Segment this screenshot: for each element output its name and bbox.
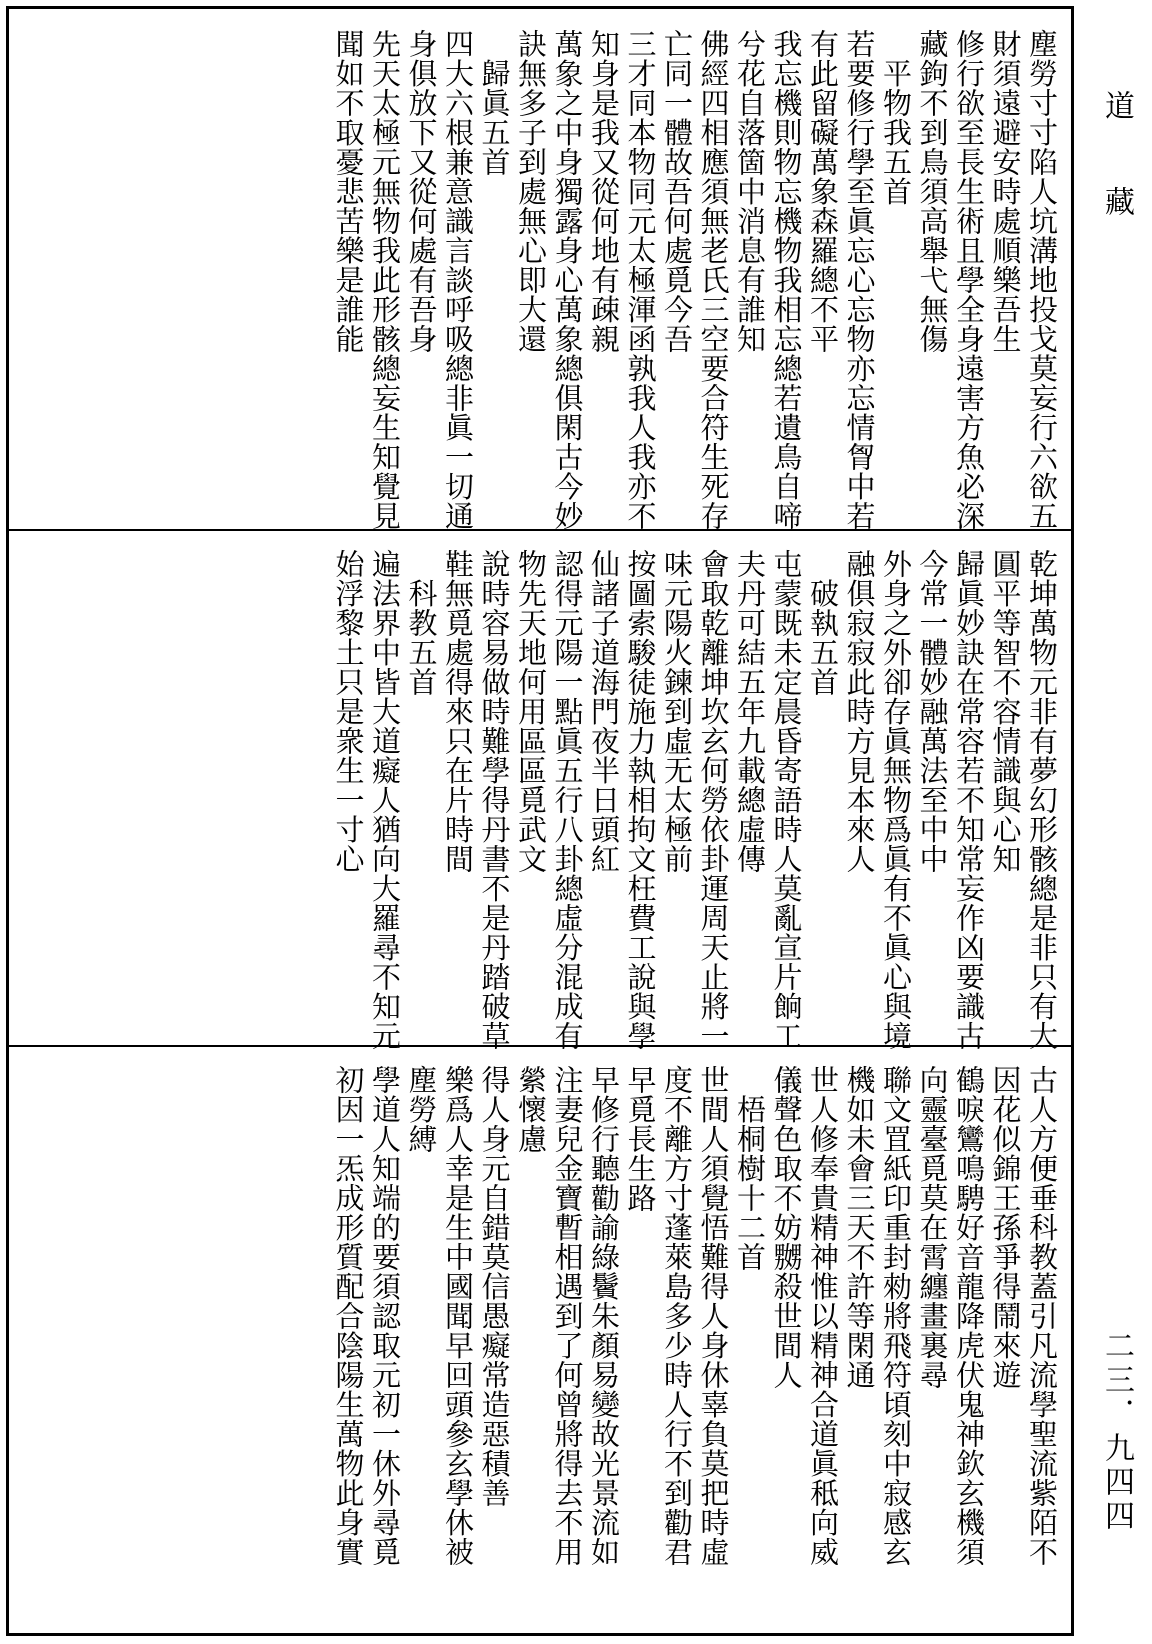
text-column: 先天太極元無物我此形骸總妄生知覺見 [368, 29, 402, 531]
text-column: 會取乾離坤坎玄何勞依卦運周天止將一 [696, 549, 731, 1051]
text-column: 夫丹可結五年九載總虛傳 [733, 549, 767, 874]
text-column: 修行欲至長生術且學全身遠害方魚必深 [952, 29, 986, 531]
text-column: 有此留礙萬象森羅總不平 [806, 29, 840, 354]
text-column: 若要修行學至眞忘心忘物亦忘情胷中若 [842, 29, 877, 531]
text-column: 三才同本物同元太極渾函孰我人我亦不 [623, 29, 658, 531]
collection-title: 道 藏 [1099, 90, 1134, 234]
text-column: 梧桐樹十二首 [733, 1065, 767, 1272]
text-column: 認得元陽一點眞五行八卦總虛分混成有 [550, 549, 585, 1051]
text-column: 科教五首 [404, 549, 439, 697]
text-column: 物先天地何用區區覓武文 [514, 549, 548, 874]
text-column: 外身之外卻存眞無物爲眞有不眞心與境 [879, 549, 913, 1051]
text-column: 鶴唳鸞鳴騁好音龍降虎伏鬼神欽玄機須 [952, 1065, 986, 1567]
text-column: 始浮黎土只是衆生一寸心 [331, 549, 366, 874]
text-column: 歸眞妙訣在常容若不知常妄作凶要識古 [952, 549, 986, 1051]
text-column: 早修行聽勸諭綠鬢朱顏易變故光景流如 [587, 1065, 621, 1567]
page-frame [6, 6, 1074, 1636]
text-column: 訣無多子到處無心即大還 [514, 29, 548, 354]
text-column: 知身是我又從何地有疎親 [587, 29, 621, 354]
text-column: 四大六根兼意識言談呼吸總非眞一切通 [441, 29, 475, 531]
text-column: 萬象之中身獨露身心萬象總俱閑古今妙 [550, 29, 585, 531]
page-number: 二三．九四四 [1099, 1330, 1134, 1534]
text-column: 世人修奉貴精神惟以精神合道眞秪向威 [806, 1065, 840, 1567]
text-column: 樂爲人幸是生中國聞早回頭參玄學休被 [441, 1065, 475, 1567]
text-column: 因花似錦王孫爭得鬧來遊 [988, 1065, 1023, 1390]
text-column: 今常一體妙融萬法至中中 [915, 549, 950, 874]
text-column: 亡同一體故吾何處覓今吾 [660, 29, 694, 354]
text-column: 遍法界中皆大道癡人猶向大羅尋不知元 [368, 549, 402, 1051]
text-column: 乾坤萬物元非有夢幻形骸總是非只有大 [1025, 549, 1059, 1051]
text-column: 機如未會三天不許等閑通 [842, 1065, 877, 1390]
text-column: 儀聲色取不妨嬲殺世間人 [769, 1065, 804, 1390]
text-column: 注妻兒金寶暫相遇到了何曾將得去不用 [550, 1065, 585, 1567]
text-column: 縈懷慮 [514, 1065, 548, 1154]
panel-divider [9, 529, 1071, 531]
text-column: 學道人知端的要須認取元初一休外尋覓 [368, 1065, 402, 1567]
text-column: 屯蒙既未定晨昏寄語時人莫亂宣片餉工 [769, 549, 804, 1051]
text-column: 圓平等智不容情識與心知 [988, 549, 1023, 874]
text-column: 得人身元自錯莫信愚癡常造惡積善 [477, 1065, 512, 1508]
text-column: 按圖索駿徒施力執相拘文枉費工說與學 [623, 549, 658, 1051]
text-column: 塵勞寸寸陷人坑溝地投戈莫妄行六欲五 [1025, 29, 1059, 531]
text-column: 身俱放下又從何處有吾身 [404, 29, 439, 354]
text-column: 兮花自落箇中消息有誰知 [733, 29, 767, 354]
text-column: 度不離方寸蓬萊島多少時人行不到勸君 [660, 1065, 694, 1567]
text-panel-top [9, 29, 1071, 531]
text-column: 我忘機則物忘機物我相忘總若遺鳥自啼 [769, 29, 804, 531]
text-column: 鞋無覓處得來只在片時間 [441, 549, 475, 874]
text-column: 藏鉤不到鳥須高舉弋無傷 [915, 29, 950, 354]
text-column: 早覓長生路 [623, 1065, 658, 1213]
text-column: 塵勞縛 [404, 1065, 439, 1154]
text-column: 向靈臺覓莫在霄纏畫裏尋 [915, 1065, 950, 1390]
text-column: 破執五首 [806, 549, 840, 697]
text-column: 世間人須覺悟難得人身休辜負莫把時虛 [696, 1065, 731, 1567]
text-column: 初因一炁成形質配合陰陽生萬物此身實 [331, 1065, 366, 1567]
text-column: 平物我五首 [879, 29, 913, 206]
text-column: 財須遠避安時處順樂吾生 [988, 29, 1023, 354]
text-panel-bottom [9, 1065, 1071, 1615]
text-column: 聯文罝紙印重封勑將飛符頃刻中寂感玄 [879, 1065, 913, 1567]
text-column: 古人方便垂科教蓋引凡流學聖流紫陌不 [1025, 1065, 1059, 1567]
text-panel-middle [9, 549, 1071, 1051]
text-column: 味元陽火鍊到虛无太極前 [660, 549, 694, 874]
text-column: 佛經四相應須無老氏三空要合符生死存 [696, 29, 731, 531]
text-column: 說時容易做時難學得丹書不是丹踏破草 [477, 549, 512, 1051]
text-column: 仙諸子道海門夜半日頭紅 [587, 549, 621, 874]
panel-divider [9, 1045, 1071, 1047]
text-column: 歸眞五首 [477, 29, 512, 177]
text-column: 聞如不取憂悲苦樂是誰能 [331, 29, 366, 354]
text-column: 融俱寂寂此時方見本來人 [842, 549, 877, 874]
